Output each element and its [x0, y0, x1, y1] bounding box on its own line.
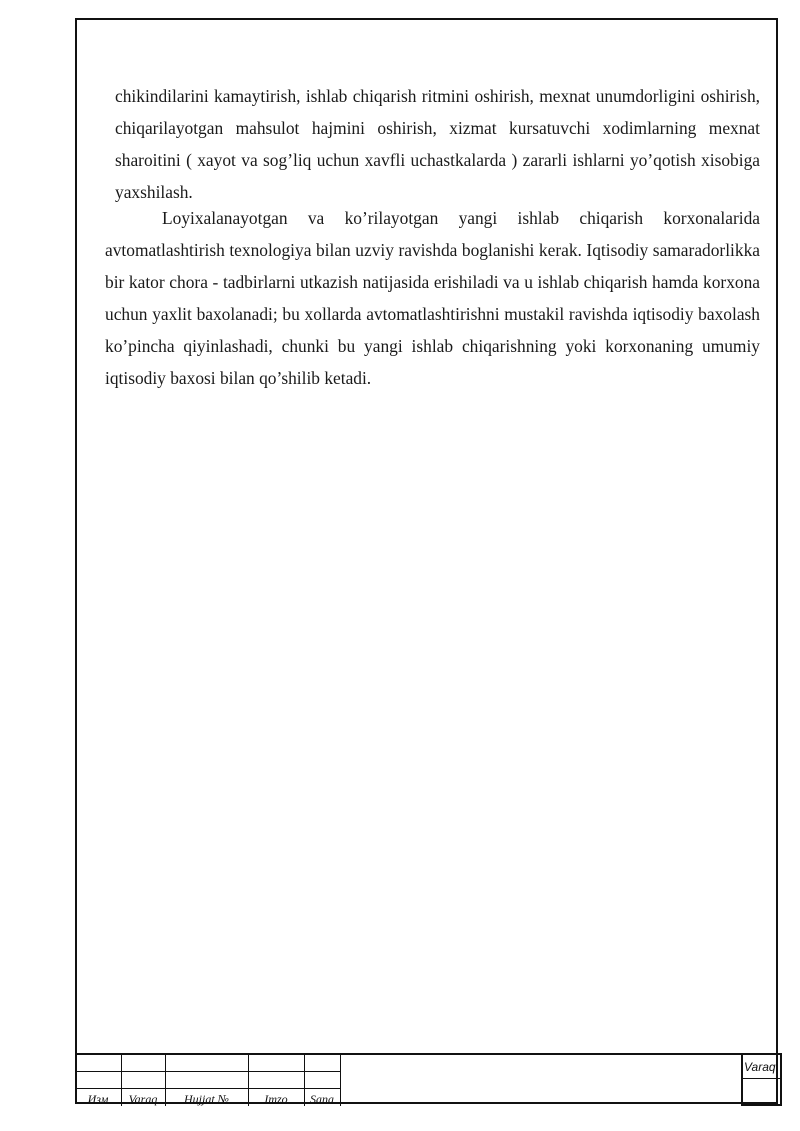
- column-label-change: Изм: [87, 1092, 109, 1106]
- body-paragraph-continuation: chikindilarini kamaytirish, ishlab chiqarish ritmini oshirish, mexnat unumdorligini oshirish, chiqarilayotgan mahsulot hajmini oshirish, xizmat kursatuvchi xodimlarning mexnat sharoitini ( xayot va sog’liq uchun xavfli uchastkalarda ) zararli ishlarni yo’qotish xisobiga yaxshilash.: [115, 86, 760, 202]
- sheet-number-label: Varaq: [744, 1060, 776, 1074]
- column-label-signature: Imzo: [264, 1092, 288, 1106]
- column-label-document-number: Hujjat №: [184, 1092, 229, 1106]
- column-label-sheet: Varaq: [128, 1092, 158, 1106]
- column-label-date: Sana: [310, 1092, 334, 1106]
- body-paragraph: Loyixalanayotgan va ko’rilayotgan yangi ishlab chiqarish korxonalarida avtomatlashtirish texnologiya bilan uzviy ravishda boglanishi kerak. Iqtisodiy samaradorlikka bir kator chora - tadbirlarni utkazish natijasida erishiladi va u ishlab chiqarish hamda korxona uchun yaxlit baxolanadi; bu xollarda avtomatlashtirishni mustakil ravishda iqtisodiy baxolash ko’pincha qiyinlashadi, chunki bu yangi ishlab chiqarishning yoki korxonaning umumiy iqtisodiy baxosi bilan qo’shilib ketadi.: [105, 208, 760, 388]
